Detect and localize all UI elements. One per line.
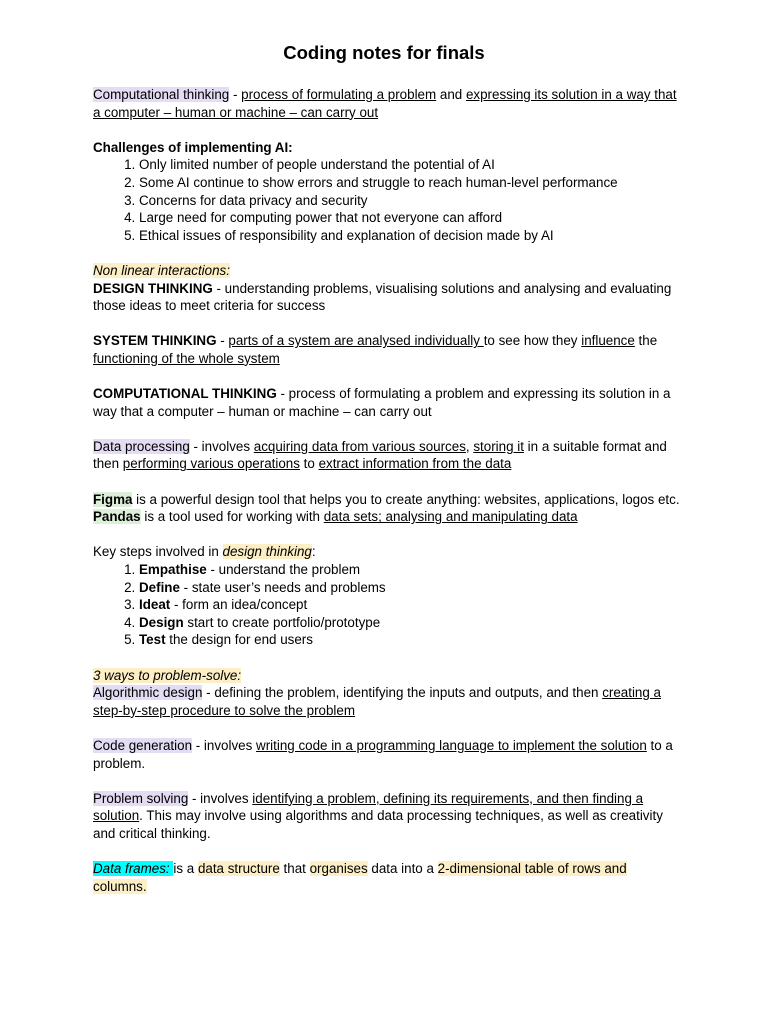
key-steps-emphasis: design thinking [222, 544, 312, 560]
pandas-underline: data sets; analysing and manipulating data [323, 509, 578, 525]
data-processing-text-4: to [299, 456, 319, 472]
data-processing-text-1: - involves [189, 438, 254, 454]
pandas-definition [93, 508, 683, 526]
challenges-list [93, 156, 683, 244]
design-thinking-text: - understanding problems, visualising solutions and analysing and evaluating those ideas to meet criteria for success [93, 280, 672, 314]
step-term: Test [139, 632, 166, 648]
code-gen-term: Code generation [93, 737, 193, 753]
list-item: 2. Some AI continue to show errors and struggle to reach human-level performance [139, 174, 683, 192]
problem-solving-text-2: . This may involve using algorithms and data processing techniques, as well as creativity and critical thinking. [93, 808, 663, 841]
code-gen-text-1: - involves [192, 737, 257, 753]
system-thinking-text-1: to see how they [483, 333, 582, 349]
list-item [139, 561, 683, 579]
key-steps-heading [93, 543, 683, 561]
design-thinking-term: DESIGN THINKING [93, 280, 213, 296]
data-processing-underline-1: acquiring data from various sources [253, 438, 466, 454]
data-processing-underline-4: extract information from the data [318, 456, 512, 472]
algorithmic-term: Algorithmic design [93, 685, 203, 701]
data-frames-term: Data frames: [93, 861, 174, 877]
list-item [139, 579, 683, 597]
figma-term: Figma [93, 491, 133, 507]
system-thinking-text-2: the [634, 333, 658, 349]
step-text: - understand the problem [206, 562, 361, 578]
list-item [139, 614, 683, 632]
step-text: the design for end users [165, 632, 313, 648]
data-processing-definition [93, 438, 683, 473]
data-processing-term: Data processing [93, 438, 190, 454]
problem-solving-definition [93, 790, 683, 843]
pandas-text: is a tool used for working with [140, 509, 324, 525]
page-title: Coding notes for finals [283, 42, 485, 63]
computational-thinking-definition [93, 385, 683, 420]
list-item: 5. Ethical issues of responsibility and explanation of decision made by AI [139, 227, 683, 245]
system-thinking-term: SYSTEM THINKING [93, 333, 217, 349]
list-item: 1. Only limited number of people understand the potential of AI [139, 156, 683, 174]
system-thinking-definition [93, 332, 683, 367]
key-steps-text-2: : [311, 544, 316, 560]
figma-definition [93, 491, 683, 509]
challenges-heading: Challenges of implementing AI: [93, 139, 293, 155]
step-text: start to create portfolio/prototype [183, 614, 381, 630]
design-thinking-definition [93, 280, 683, 315]
list-item: 4. Large need for computing power that not everyone can afford [139, 209, 683, 227]
data-processing-underline-2: storing it [473, 438, 524, 454]
algorithmic-text: - defining the problem, identifying the inputs and outputs, and then [202, 685, 603, 701]
nonlinear-label: Non linear interactions: [93, 262, 230, 278]
key-steps-text-1: Key steps involved in [93, 544, 223, 560]
ct-underline-2: expressing its solution in a way that a computer – human or machine – can carry out [93, 87, 677, 120]
data-processing-underline-3: performing various operations [122, 456, 300, 472]
code-gen-underline: writing code in a programming language to implement the solution [256, 737, 647, 753]
ct-term: Computational thinking [93, 87, 230, 102]
code-gen-text-2: to a problem. [93, 737, 673, 771]
data-frames-text-3: data into a [367, 861, 438, 877]
ct-mid: and [436, 87, 466, 102]
computational-thinking-text: - process of formulating a problem and expressing its solution in a way that a computer – human or machine – can carry out [93, 386, 671, 419]
key-steps-list [93, 561, 683, 649]
list-item [139, 596, 683, 614]
figma-text: is a powerful design tool that helps you to create anything: websites, applications, logos etc. [132, 491, 680, 507]
list-item: 3. Concerns for data privacy and security [139, 192, 683, 210]
data-processing-text-3: in a suitable format and then [93, 438, 667, 472]
step-term: Design [139, 614, 184, 630]
system-thinking-underline-2: influence [581, 333, 635, 349]
step-term: Empathise [139, 562, 207, 578]
algorithmic-definition [93, 684, 683, 719]
data-frames-highlight-2: organises [309, 861, 368, 877]
problem-solving-underline: identifying a problem, defining its requirements, and then finding a solution [93, 790, 644, 824]
data-frames-text-2: that [279, 861, 310, 877]
ct-definition [93, 86, 683, 121]
list-item [139, 631, 683, 649]
code-gen-definition [93, 737, 683, 772]
system-thinking-underline-3: functioning of the whole system [93, 350, 280, 366]
system-thinking-underline-1: parts of a system are analysed individually [228, 333, 484, 349]
step-term: Define [139, 579, 180, 595]
pandas-term: Pandas [93, 509, 141, 525]
ways-label: 3 ways to problem-solve: [93, 667, 242, 683]
data-frames-highlight-3: 2-dimensional table of rows and columns. [93, 861, 627, 894]
computational-thinking-term: COMPUTATIONAL THINKING [93, 386, 277, 402]
data-frames-text-1: is a [173, 861, 198, 877]
step-text: - form an idea/concept [170, 597, 308, 613]
problem-solving-term: Problem solving [93, 790, 189, 806]
ct-underline-1: process of formulating a problem [241, 87, 437, 102]
algorithmic-underline: creating a step-by-step procedure to solve the problem [93, 685, 661, 718]
step-text: - state user’s needs and problems [179, 579, 386, 595]
problem-solving-text-1: - involves [188, 790, 253, 806]
step-term: Ideat [139, 597, 171, 613]
data-frames-definition [93, 860, 683, 895]
document-body [93, 86, 683, 895]
data-frames-highlight-1: data structure [197, 861, 280, 877]
data-processing-text-2: , [465, 438, 474, 454]
ct-sep: - [229, 87, 242, 102]
system-thinking-sep: - [216, 333, 229, 349]
